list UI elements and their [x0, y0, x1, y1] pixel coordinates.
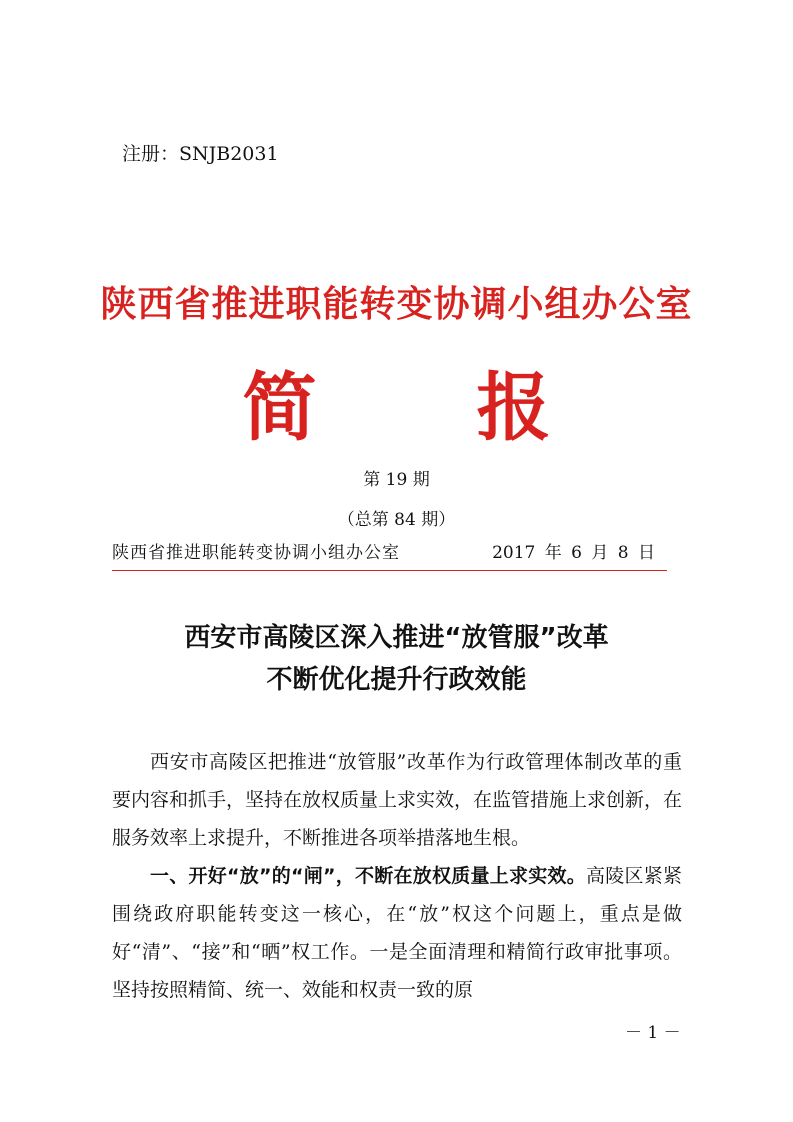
masthead-office-name: 陕西省推进职能转变协调小组办公室	[100, 283, 693, 325]
article-body	[112, 743, 682, 1009]
article-title-line-2: 不断优化提升行政效能	[266, 665, 527, 695]
registration-number: 注册：SNJB2031	[122, 143, 279, 165]
paragraph-section-1	[112, 857, 682, 1009]
section-1-heading: 一、开好“放”的“闸”，不断在放权质量上求实效。	[150, 865, 586, 887]
issue-date: 2017 年 6 月 8 日	[492, 543, 655, 563]
issue-number: 第 19 期	[363, 470, 430, 490]
issuer-line	[112, 541, 667, 565]
page-number: － 1 －	[625, 1023, 681, 1043]
issuer-name: 陕西省推进职能转变协调小组办公室	[112, 543, 400, 563]
paragraph-intro: 西安市高陵区把推进“放管服”改革作为行政管理体制改革的重要内容和抓手，坚持在放权质量上求实效，在监管措施上求创新，在服务效率上求提升，不断推进各项举措落地生根。	[112, 751, 683, 849]
total-issue-number: （总第 84 期）	[337, 510, 456, 530]
red-divider-line	[112, 570, 667, 571]
article-title-line-1: 西安市高陵区深入推进“放管服”改革	[184, 623, 609, 653]
section-1-text: 高陵区紧紧围绕政府职能转变这一核心，在“放”权这个问题上，重点是做好“清”、“接”和“晒”权工作。一是全面清理和精简行政审批事项。坚持按照精简、统一、效能和权责一致的原	[112, 865, 682, 1001]
masthead-brief-title	[0, 364, 793, 452]
brief-char-2: 报	[476, 365, 551, 451]
brief-char-1: 简	[242, 365, 317, 451]
